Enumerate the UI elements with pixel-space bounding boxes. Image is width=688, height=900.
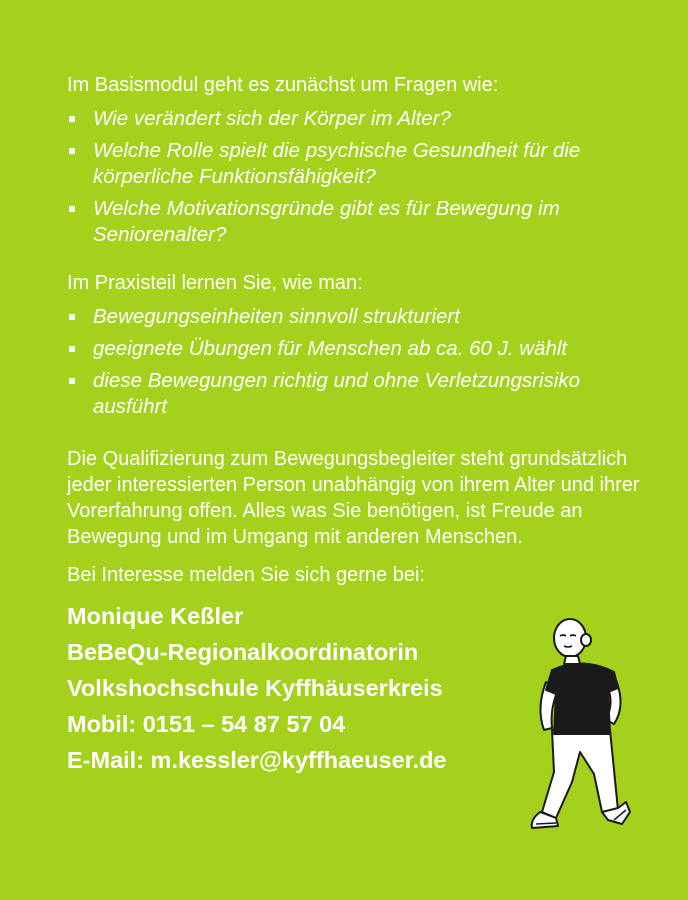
list-item: Wie verändert sich der Körper im Alter?: [67, 106, 657, 132]
walking-senior-icon: [522, 612, 640, 842]
contact-organization: Volkshochschule Kyffhäuserkreis: [67, 675, 443, 701]
list-item: diese Bewegungen richtig und ohne Verletzungsrisiko ausführt: [67, 368, 657, 420]
contact-email[interactable]: E-Mail: m.kessler@kyffhaeuser.de: [67, 747, 447, 773]
list-item: Welche Motivationsgründe gibt es für Bewegung im Seniorenalter?: [67, 196, 657, 248]
list-item: Welche Rolle spielt die psychische Gesundheit für die körperliche Funktionsfähigkeit?: [67, 138, 657, 190]
qualification-paragraph: Die Qualifizierung zum Bewegungsbegleiter steht grundsätzlich jeder interessierten Person unabhängig von ihrem Alter und ihrer Vorerfahrung offen. Alles was Sie benötigen, ist Freude an Bewegung und im Umgang mit anderen Menschen.: [67, 448, 640, 548]
contact-role: BeBeQu-Regionalkoordinatorin: [67, 639, 419, 665]
contact-name: Monique Keßler: [67, 603, 244, 629]
praxisteil-list: [67, 304, 657, 420]
list-item: Bewegungseinheiten sinnvoll strukturiert: [67, 304, 657, 330]
contact-call-to-action: Bei Interesse melden Sie sich gerne bei:: [67, 564, 425, 586]
basismodul-intro: Im Basismodul geht es zunächst um Fragen wie:: [67, 74, 499, 96]
contact-mobile[interactable]: Mobil: 0151 – 54 87 57 04: [67, 711, 346, 737]
praxisteil-intro: Im Praxisteil lernen Sie, wie man:: [67, 272, 363, 294]
basismodul-list: [67, 106, 657, 248]
list-item: geeignete Übungen für Menschen ab ca. 60 J. wählt: [67, 336, 657, 362]
